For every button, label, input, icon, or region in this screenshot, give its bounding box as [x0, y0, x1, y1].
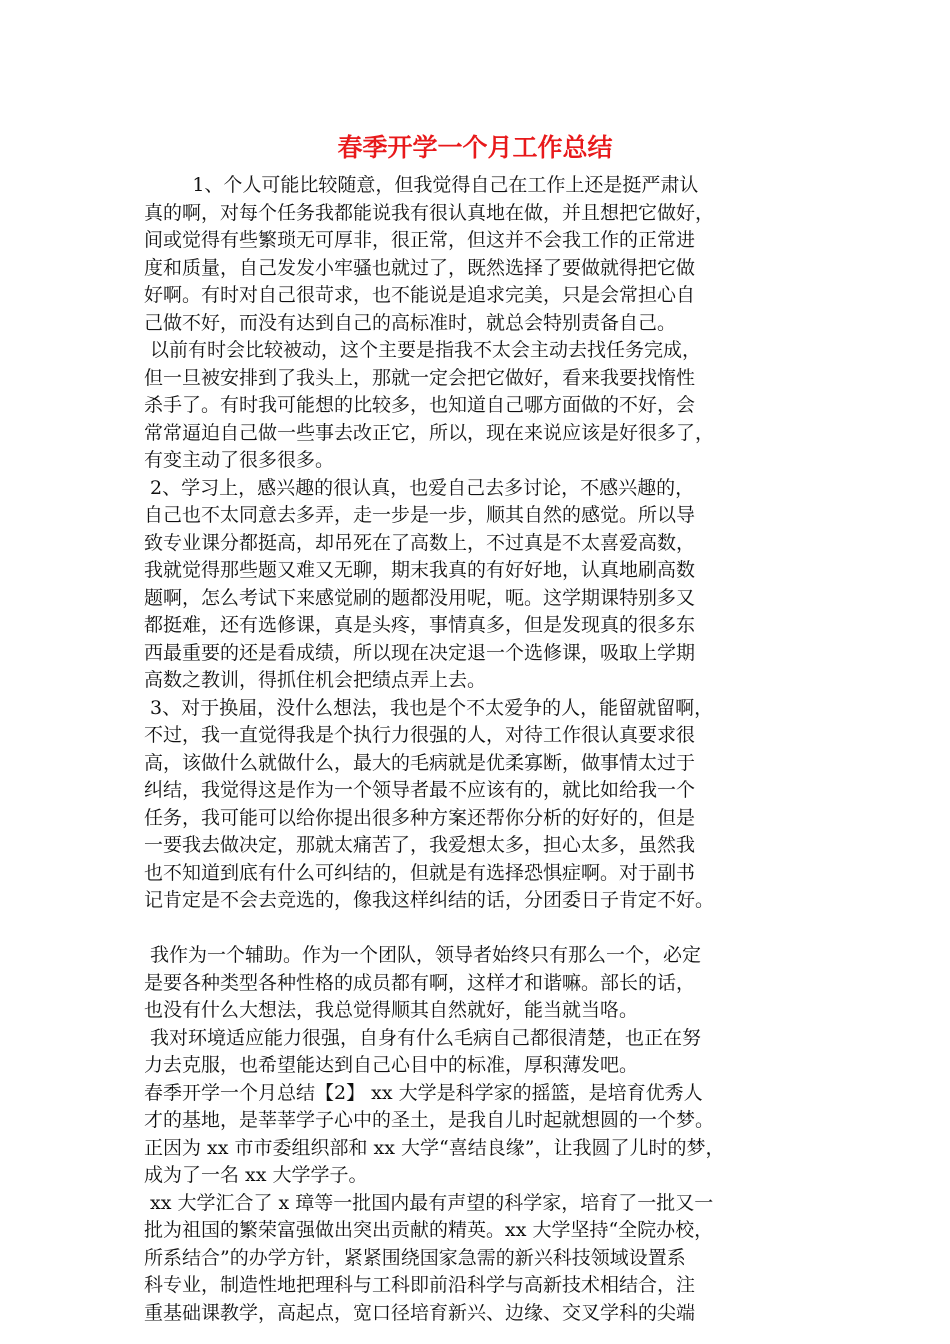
text-line: 所系结合”的办学方针，紧紧围绕国家急需的新兴科技领域设置系 — [144, 1246, 686, 1269]
body-paragraph — [144, 1025, 814, 1080]
text-line: 高数之教训，得抓住机会把绩点弄上去。 — [144, 669, 487, 691]
text-line: 成为了一名 xx 大学学子。 — [144, 1164, 368, 1186]
text-line: 也没有什么大想法，我总觉得顺其自然就好，能当就当咯。 — [144, 999, 639, 1021]
text-line: 都挺难，还有选修课，真是头疼，事情真多，但是发现真的很多东 — [144, 614, 696, 636]
text-line: 题啊，怎么考试下来感觉刷的题都没用呢，呃。这学期课特别多又 — [144, 586, 696, 609]
body-paragraph — [144, 337, 814, 475]
text-line: 好啊。有时对自己很苛求，也不能说是追求完美，只是会常担心自 — [144, 284, 696, 306]
text-line: 重基础课教学，高起点，宽口径培育新兴、边缘、交叉学科的尖端 — [144, 1301, 696, 1324]
text-line: 有变主动了很多很多。 — [144, 449, 335, 471]
text-line: 1、个人可能比较随意，但我觉得自己在工作上还是挺严肃认 — [144, 174, 699, 196]
text-line: 2、学习上，感兴趣的很认真，也爱自己去多讨论，不感兴趣的， — [144, 476, 695, 499]
text-line: 我对环境适应能力很强，自身有什么毛病自己都很清楚，也正在努 — [144, 1026, 702, 1049]
text-line: 间或觉得有些繁琐无可厚非，很正常，但这并不会我工作的正常进 — [144, 229, 696, 251]
text-line: 高，该做什么就做什么，最大的毛病就是优柔寡断，做事情太过于 — [144, 751, 696, 774]
body-paragraph — [144, 1190, 814, 1328]
text-line: 不过，我一直觉得我是个执行力很强的人，对待工作很认真要求很 — [144, 724, 696, 746]
body-paragraph — [144, 695, 814, 915]
text-line: 西最重要的还是看成绩，所以现在决定退一个选修课，吸取上学期 — [144, 641, 696, 664]
text-line: 任务，我可能可以给你提出很多种方案还帮你分析的好好的，但是 — [144, 806, 696, 829]
text-line: 我就觉得那些题又难又无聊，期末我真的有好好地，认真地刷高数 — [144, 559, 696, 581]
text-line: 但一旦被安排到了我头上，那就一定会把它做好，看来我要找惰性 — [144, 366, 696, 389]
text-line: 纠结，我觉得这是作为一个领导者最不应该有的，就比如给我一个 — [144, 779, 696, 801]
text-line: 自己也不太同意去多弄，走一步是一步，顺其自然的感觉。所以导 — [144, 504, 696, 526]
blank-line — [144, 915, 814, 943]
text-line: xx 大学汇合了 x 璋等一批国内最有声望的科学家，培育了一批又一 — [144, 1191, 714, 1214]
text-line: 力去克服，也希望能达到自己心目中的标准，厚积薄发吧。 — [144, 1054, 639, 1076]
text-line: 己做不好，而没有达到自己的高标准时，就总会特别责备自己。 — [144, 311, 677, 334]
document-title: 春季开学一个月工作总结 — [337, 133, 613, 162]
body-paragraph — [144, 942, 814, 1025]
text-line: 度和质量，自己发发小牢骚也就过了，既然选择了要做就得把它做 — [144, 256, 696, 279]
text-line: 常常逼迫自己做一些事去改正它，所以，现在来说应该是好很多了， — [144, 421, 715, 444]
text-line: 以前有时会比较被动，这个主要是指我不太会主动去找任务完成， — [144, 339, 702, 361]
text-line: 也不知道到底有什么可纠结的，但就是有选择恐惧症啊。对于副书 — [144, 861, 696, 884]
text-line: 致专业课分都挺高，却吊死在了高数上，不过真是不太喜爱高数， — [144, 531, 696, 554]
text-line: 3、对于换届，没什么想法，我也是个不太爱争的人，能留就留啊， — [144, 696, 714, 719]
text-line: 真的啊，对每个任务我都能说我有很认真地在做，并且想把它做好， — [144, 201, 715, 224]
text-line: 记肯定是不会去竞选的，像我这样纠结的话，分团委日子肯定不好。 — [144, 889, 715, 911]
text-line: 正因为 xx 市市委组织部和 xx 大学“喜结良缘”，让我圆了儿时的梦， — [144, 1136, 725, 1159]
text-line: 批为祖国的繁荣富强做出突出贡献的精英。xx 大学坚持“全院办校， — [144, 1219, 714, 1241]
body-paragraph — [144, 172, 814, 337]
text-line: 我作为一个辅助。作为一个团队，领导者始终只有那么一个，必定 — [144, 944, 702, 966]
text-line: 杀手了。有时我可能想的比较多，也知道自己哪方面做的不好，会 — [144, 394, 696, 416]
body-paragraph — [144, 1080, 814, 1190]
body-paragraph — [144, 475, 814, 695]
text-line: 一要我去做决定，那就太痛苦了，我爱想太多，担心太多，虽然我 — [144, 834, 696, 856]
text-line: 春季开学一个月总结【2】 xx 大学是科学家的摇篮，是培育优秀人 — [144, 1081, 703, 1104]
text-line: 是要各种类型各种性格的成员都有啊，这样才和谐嘛。部长的话， — [144, 971, 696, 994]
document-body — [144, 172, 814, 1327]
text-line: 才的基地，是莘莘学子心中的圣土，是我自儿时起就想圆的一个梦。 — [144, 1109, 715, 1131]
text-line: 科专业，制造性地把理科与工科即前沿科学与高新技术相结合，注 — [144, 1274, 696, 1296]
